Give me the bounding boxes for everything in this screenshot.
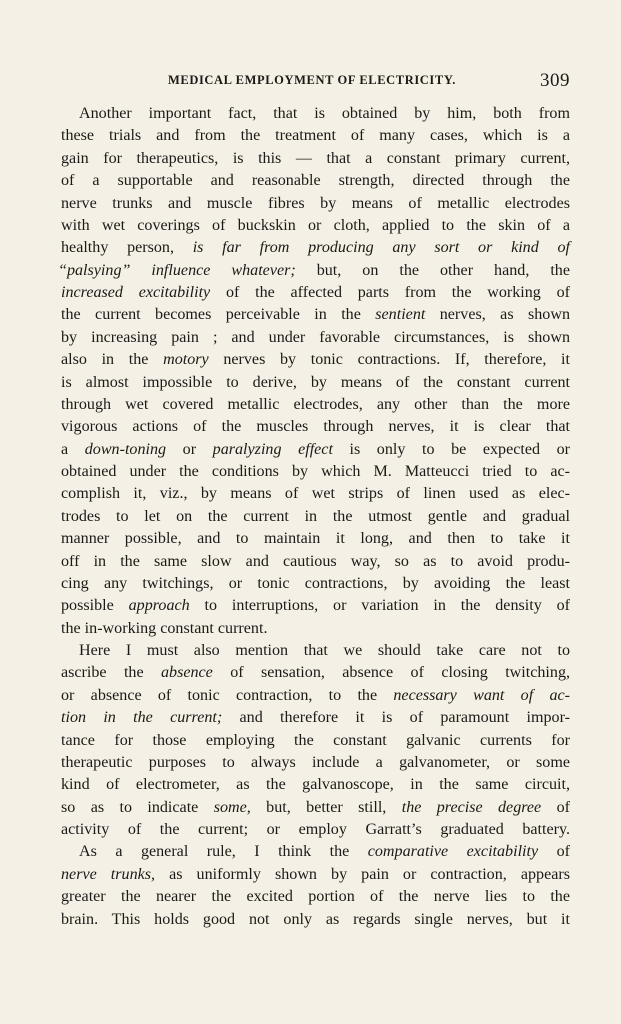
- text-line: [61, 439, 570, 461]
- text-span: of: [538, 843, 571, 861]
- text-span: is only to be expected or: [332, 440, 570, 458]
- text-line: [61, 215, 570, 237]
- body-text: [58, 103, 571, 931]
- text-span: a: [61, 440, 85, 458]
- text-line: [61, 618, 570, 640]
- text-span: to interruptions, or variation in the density of: [189, 597, 570, 615]
- text-line: [61, 327, 570, 349]
- text-span: but, better still,: [250, 798, 402, 816]
- text-line: [61, 103, 570, 125]
- text-span: activity of the current; or employ Garratt’s graduated battery.: [61, 821, 570, 838]
- text-span: but, on the other hand, the: [295, 261, 570, 279]
- text-span: brain. This holds good not only as regards single nerves, but it: [61, 910, 570, 928]
- italic-span: necessary want of ac-: [393, 686, 570, 704]
- text-span: with wet coverings of buckskin or cloth, applied to the skin of a: [61, 216, 570, 234]
- text-line: [61, 864, 570, 886]
- italic-span: sentient: [375, 306, 426, 324]
- text-line: [61, 551, 570, 573]
- text-span: is almost impossible to derive, by means of the constant current: [61, 373, 570, 391]
- italic-span: nerve trunks,: [61, 865, 156, 883]
- running-header: [150, 70, 570, 92]
- text-line: [61, 797, 570, 819]
- text-span: therapeutic purposes to always include a galvanometer, or some: [61, 753, 570, 771]
- text-span: of: [541, 798, 570, 816]
- text-line: [61, 685, 570, 707]
- text-span: of sensation, absence of closing twitching,: [212, 664, 571, 682]
- text-span: manner possible, and to maintain it long, and then to take it: [61, 530, 570, 548]
- text-span: or absence of tonic contraction, to the: [61, 686, 394, 704]
- text-line: [61, 774, 570, 796]
- text-span: nerve trunks and muscle fibres by means of metallic electrodes: [61, 194, 570, 212]
- text-line: [61, 506, 570, 528]
- italic-span: some,: [213, 798, 251, 816]
- text-span: off in the same slow and cautious way, so as to avoid produ-: [61, 552, 570, 570]
- text-span: trodes to let on the current in the utmost gentle and gradual: [61, 507, 570, 525]
- text-span: of the affected parts from the working of: [210, 284, 570, 301]
- text-span: of a supportable and reasonable strength, directed through the: [61, 172, 570, 190]
- text-line: [61, 640, 570, 662]
- text-span: cing any twitchings, or tonic contractions, by avoiding the least: [61, 574, 570, 592]
- text-line: [61, 394, 570, 416]
- text-line: [61, 730, 570, 752]
- page-number: 309: [540, 70, 570, 91]
- text-line: [61, 125, 570, 147]
- text-span: the in-working constant current.: [61, 619, 268, 637]
- text-line: [61, 707, 570, 729]
- italic-span: is far from producing any sort or kind of: [192, 239, 570, 257]
- text-span: tance for those employing the constant galvanic currents for: [61, 731, 570, 749]
- text-line: [61, 148, 570, 170]
- text-line: [61, 662, 570, 684]
- text-line: [61, 595, 570, 617]
- italic-span: down-toning: [84, 440, 167, 458]
- text-span: As a general rule, I think the: [79, 843, 368, 861]
- text-line: [58, 260, 570, 282]
- italic-span: tion in the current;: [61, 709, 223, 727]
- text-span: so as to indicate: [61, 798, 214, 816]
- text-line: [61, 909, 570, 931]
- text-span: vigorous actions of the muscles through nerves, it is clear that: [61, 418, 570, 436]
- text-line: [61, 304, 570, 326]
- text-line: [61, 886, 570, 908]
- text-line: [61, 170, 570, 192]
- text-line: [61, 841, 570, 863]
- text-line: [61, 461, 570, 483]
- text-span: Here I must also mention that we should take care not to: [79, 642, 570, 659]
- text-span: obtained under the conditions by which M. Matteucci tried to ac-: [61, 463, 570, 480]
- text-span: gain for therapeutics, is this — that a constant primary current,: [61, 149, 570, 167]
- italic-span: the precise degree: [401, 798, 542, 816]
- italic-span: increased excitability: [61, 284, 211, 301]
- text-line: [61, 573, 570, 595]
- text-span: through wet covered metallic electrodes, any other than the more: [61, 395, 570, 413]
- text-span: greater the nearer the excited portion of the nerve lies to the: [61, 888, 570, 906]
- running-title: MEDICAL EMPLOYMENT OF ELECTRICITY.: [168, 73, 457, 87]
- text-span: the current becomes perceivable in the: [61, 306, 376, 324]
- text-span: complish it, viz., by means of wet strips of linen used as elec-: [61, 485, 570, 503]
- text-line: [61, 282, 570, 304]
- text-line: [61, 819, 570, 841]
- italic-span: comparative excitability: [367, 843, 539, 861]
- italic-span: motory: [163, 351, 209, 369]
- italic-span: paralyzing effect: [212, 440, 333, 458]
- text-span: possible: [61, 597, 129, 615]
- text-span: by increasing pain ; and under favorable circumstances, is shown: [61, 328, 570, 346]
- text-span: these trials and from the treatment of many cases, which is a: [61, 127, 570, 145]
- text-span: nerves, as shown: [425, 306, 571, 324]
- text-span: and therefore it is of paramount impor-: [222, 709, 570, 727]
- text-span: ascribe the: [61, 664, 161, 682]
- text-span: Another important fact, that is obtained by him, both from: [79, 105, 570, 122]
- italic-span: approach: [128, 597, 190, 615]
- text-line: [61, 416, 570, 438]
- italic-span: absence: [160, 664, 213, 682]
- text-span: as uniformly shown by pain or contraction, appears: [155, 865, 570, 883]
- text-span: healthy person,: [61, 239, 193, 257]
- text-line: [61, 483, 570, 505]
- text-line: [61, 193, 570, 215]
- text-span: also in the: [61, 351, 164, 369]
- text-span: or: [166, 440, 213, 458]
- italic-span: “palsying” influence whatever;: [58, 261, 296, 279]
- text-line: [61, 372, 570, 394]
- text-span: kind of electrometer, as the galvanoscope, in the same circuit,: [61, 776, 570, 794]
- text-line: [61, 528, 570, 550]
- text-line: [61, 349, 570, 371]
- text-span: nerves by tonic contractions. If, therefore, it: [208, 351, 570, 369]
- text-line: [61, 752, 570, 774]
- text-line: [61, 237, 570, 259]
